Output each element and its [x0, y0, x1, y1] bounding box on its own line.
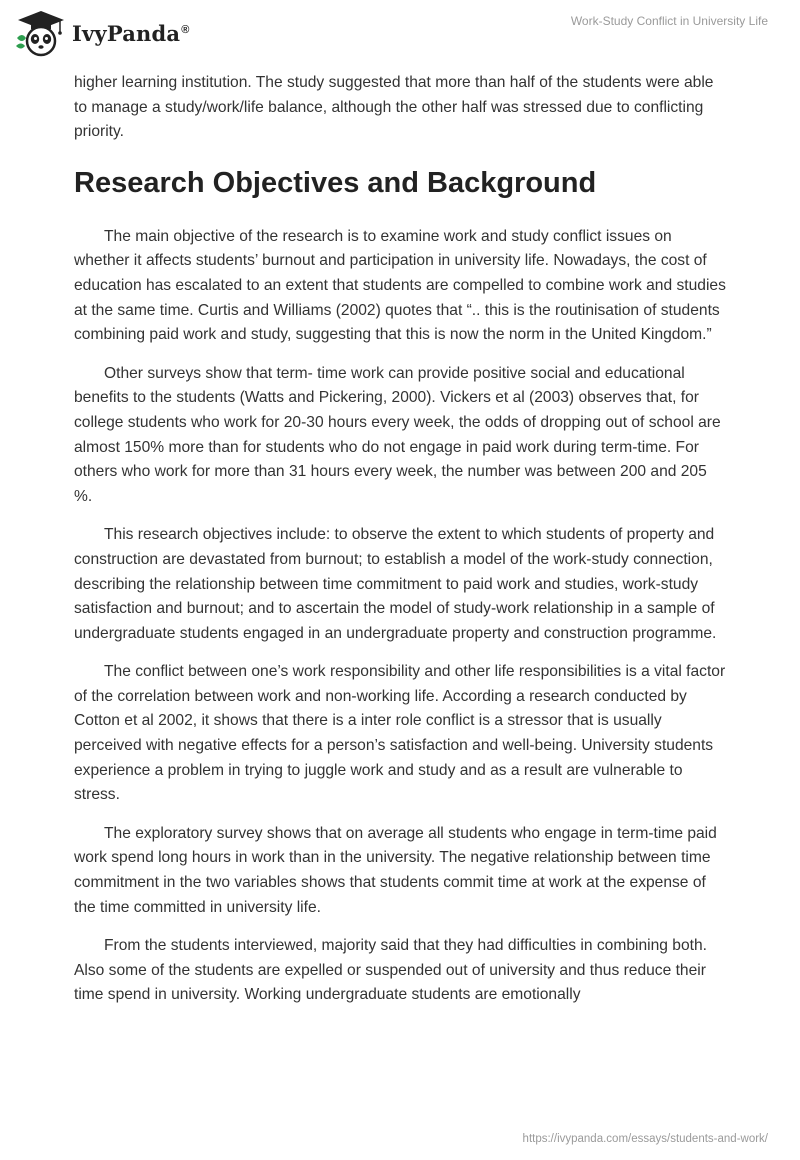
- body-paragraph: The conflict between one’s work responsibility and other life responsibilities is a vital factor of the correlation between work and non-working life. According a research conducted by Cotton et al 2002, it shows that there is a inter role conflict is a stressor that is usually perceived with negative effects for a person’s satisfaction and well-being. University students experience a problem in trying to juggle work and study and as a result are vulnerable to stress.: [74, 663, 726, 804]
- section-heading: Research Objectives and Background: [74, 166, 597, 199]
- brand-logo[interactable]: [14, 8, 190, 58]
- body-paragraph: This research objectives include: to observe the extent to which students of property and construction are devastated from burnout; to establish a model of the work-study connection, describing the relationship between time commitment to paid work and studies, work-study satisfaction and burnout; and to ascertain the model of study-work relationship in a sample of undergraduate students engaged in an undergraduate property and construction programme.: [74, 526, 717, 642]
- page-header: [0, 0, 800, 72]
- body-paragraph: Other surveys show that term- time work can provide positive social and educational benefits to the students (Watts and Pickering, 2000). Vickers et al (2003) observes that, for college students who work for 20-30 hours every week, the odds of dropping out of school are almost 150% more than for students who do not engage in paid work during term-time. For others who work for more than 31 hours every week, the number was between 200 and 205 %.: [74, 364, 721, 505]
- panda-graduate-icon: [14, 8, 68, 58]
- intro-paragraph: higher learning institution. The study suggested that more than half of the students were able to manage a study/work/life balance, although the other half was stressed due to conflicting priority.: [74, 74, 714, 141]
- essay-content: [74, 71, 726, 1022]
- brand-name: IvyPanda®: [72, 20, 190, 46]
- body-paragraph: The main objective of the research is to examine work and study conflict issues on whether it affects students’ burnout and participation in university life. Nowadays, the cost of education has escalated to an extent that students are compelled to combine work and studies at the same time. Curtis and Williams (2002) quotes that “.. this is the routinisation of students combining paid work and study, suggesting that this is now the norm in the United Kingdom.”: [74, 227, 726, 344]
- running-title: Work-Study Conflict in University Life: [570, 14, 768, 28]
- body-paragraph: The exploratory survey shows that on average all students who engage in term-time paid work spend long hours in work than in the university. The negative relationship between time commitment in the two variables shows that students commit time at work at the expense of the time committed in university life.: [74, 824, 717, 916]
- source-url[interactable]: https://ivypanda.com/essays/students-and-work/: [522, 1133, 768, 1145]
- registered-mark: ®: [181, 23, 190, 36]
- body-paragraph: From the students interviewed, majority said that they had difficulties in combining both. Also some of the students are expelled or suspended out of university and thus reduce their time spend in university. Working undergraduate students are emotionally: [74, 937, 707, 1004]
